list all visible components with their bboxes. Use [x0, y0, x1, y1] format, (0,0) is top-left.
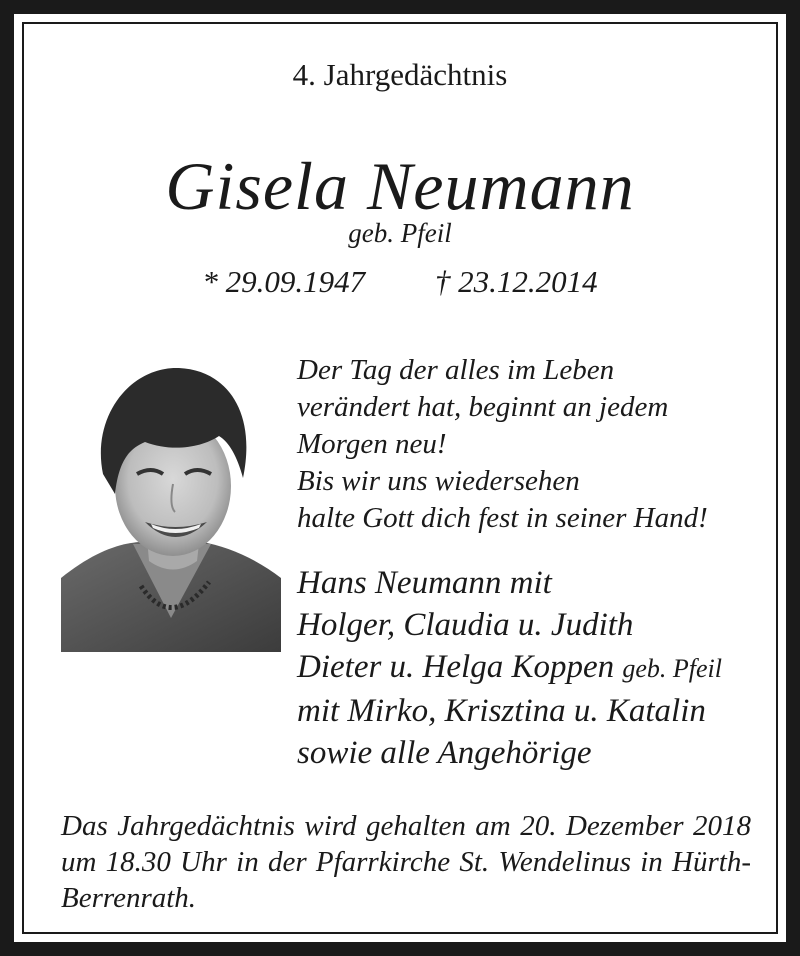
mourner-line: mit Mirko, Krisztina u. Katalin	[297, 693, 706, 729]
memorial-quote	[297, 352, 767, 537]
mourner-maiden-note: geb. Pfeil	[622, 654, 722, 683]
mourner-line: Holger, Claudia u. Judith	[297, 607, 634, 643]
quote-line: Bis wir uns wiedersehen	[297, 465, 580, 497]
portrait-photo	[61, 356, 281, 652]
mourner-line: sowie alle Angehörige	[297, 735, 592, 771]
service-announcement: Das Jahrgedächtnis wird gehalten am 20. Dezember 2018 um 18.30 Uhr in der Pfarrkirche St. Wendelinus in Hürth-Berrenrath.	[61, 810, 751, 914]
birth-date: * 29.09.1947	[202, 264, 366, 299]
quote-line: Morgen neu!	[297, 428, 447, 460]
mourner-names: Dieter u. Helga Koppen	[297, 649, 615, 685]
quote-line: halte Gott dich fest in seiner Hand!	[297, 502, 708, 534]
quote-line: Der Tag der alles im Leben	[297, 354, 615, 386]
mourner-line: Hans Neumann mit	[297, 565, 552, 601]
mourners-list	[297, 562, 767, 774]
anniversary-heading: 4. Jahrgedächtnis	[292, 57, 508, 92]
quote-line: verändert hat, beginnt an jedem	[297, 391, 669, 423]
deceased-name: Gisela Neumann	[165, 148, 635, 224]
life-dates	[0, 264, 800, 300]
death-date: † 23.12.2014	[434, 264, 598, 299]
mourner-line	[297, 646, 767, 690]
maiden-name: geb. Pfeil	[348, 218, 452, 248]
